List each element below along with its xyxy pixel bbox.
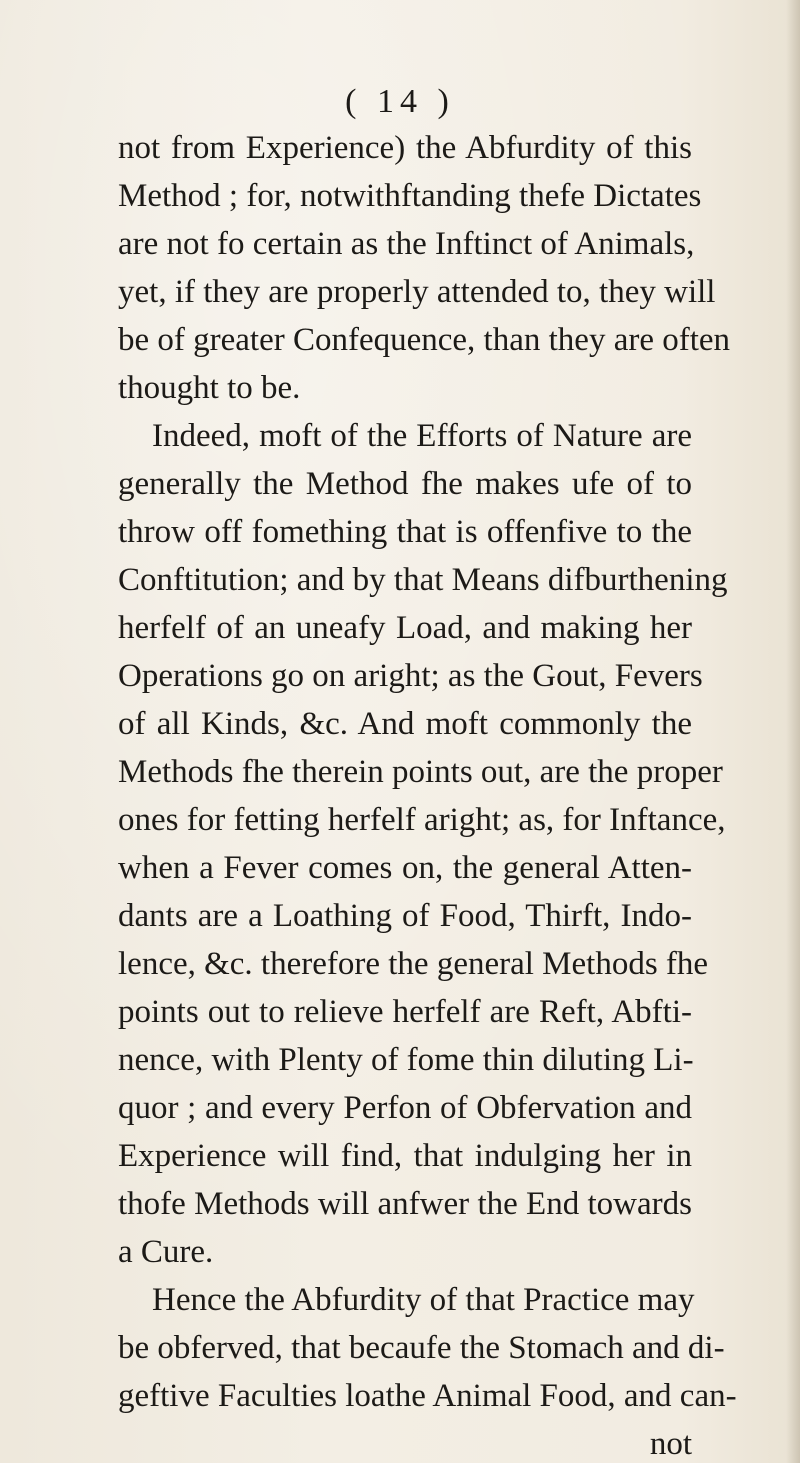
text-line: nence, with Plenty of fome thin diluting Li- (118, 1042, 694, 1078)
text-line: quor ; and every Perfon of Obfervation and (118, 1090, 692, 1126)
text-line: of all Kinds, &c. And moft commonly the (118, 706, 692, 742)
page-number: ( 14 ) (345, 83, 455, 120)
text-line: are not fo certain as the Inftinct of Animals, (118, 226, 695, 262)
catchword: not (649, 1426, 692, 1462)
paragraph-start: Indeed, moft of the Efforts of Nature are (152, 418, 692, 454)
text-line: thought to be. (118, 370, 301, 406)
text-line: lence, &c. therefore the general Methods fhe (118, 946, 709, 982)
page-edge-shadow (786, 0, 800, 1463)
text-line: yet, if they are properly attended to, they will (118, 274, 716, 310)
text-line: generally the Method fhe makes ufe of to (118, 466, 692, 502)
text-line: points out to relieve herfelf are Reft, Abfti- (118, 994, 692, 1030)
text-line: ones for fetting herfelf aright; as, for Inftance, (118, 802, 726, 838)
text-line: dants are a Loathing of Food, Thirft, Indo- (118, 898, 692, 934)
text-line: Methods fhe therein points out, are the proper (118, 754, 723, 790)
text-line: be obferved, that becaufe the Stomach and di- (118, 1330, 725, 1366)
text-line: Conftitution; and by that Means difburthening (118, 562, 728, 598)
text-line: be of greater Confequence, than they are often (118, 322, 731, 358)
text-line: Experience will find, that indulging her in (118, 1138, 692, 1174)
text-line: Method ; for, notwithftanding thefe Dictates (118, 178, 702, 214)
text-line: throw off fomething that is offenfive to the (118, 514, 692, 550)
text-line: not from Experience) the Abfurdity of this (118, 130, 692, 166)
text-line: thofe Methods will anfwer the End towards (118, 1186, 692, 1222)
text-line: geftive Faculties loathe Animal Food, and can- (118, 1378, 737, 1414)
paragraph-start: Hence the Abfurdity of that Practice may (152, 1282, 695, 1318)
body-text (118, 124, 737, 1463)
text-line: when a Fever comes on, the general Atten- (118, 850, 692, 886)
text-line: a Cure. (118, 1234, 214, 1270)
text-line: Operations go on aright; as the Gout, Fevers (118, 658, 703, 694)
text-line: herfelf of an uneafy Load, and making her (118, 610, 692, 646)
